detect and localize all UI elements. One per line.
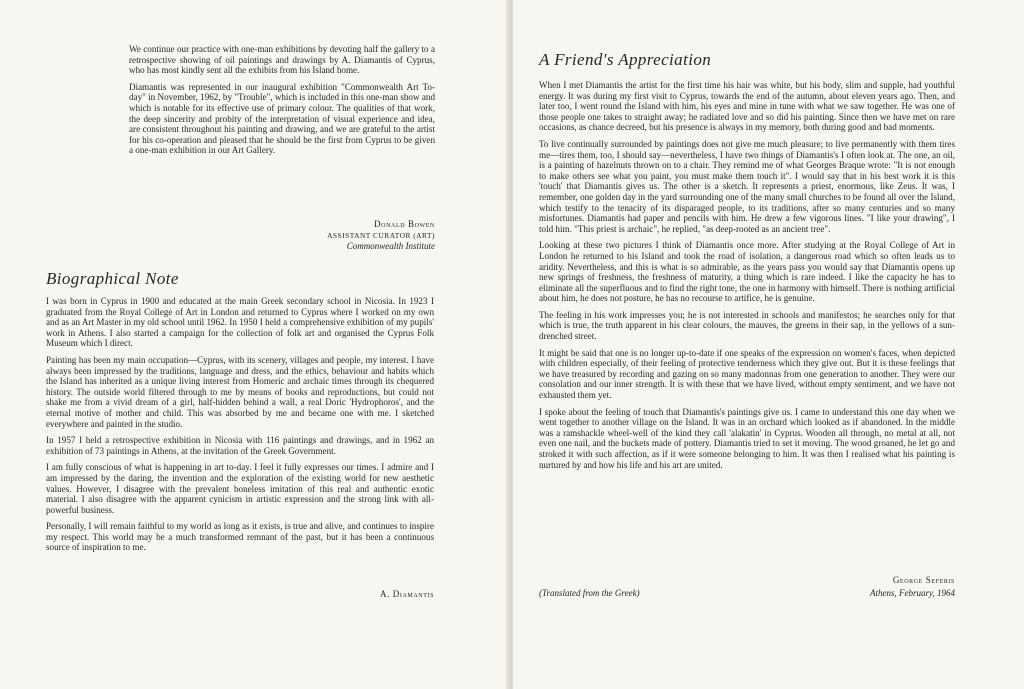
intro-section <box>129 44 435 156</box>
translation-note: (Translated from the Greek) <box>539 588 640 598</box>
appreciation-paragraph-5: It might be said that one is no longer up-to-date if one speaks of the expression on women's faces, when depicted with children especially, of their feeling of protective tenderness which they give out. But it is these feelings that we have treasured by recording and gazing on so many madonnas from one generation to another. They were our consolation and our inner strength. It is with these that we have lived, without empty sentiment, and we have not exhausted them yet. <box>539 347 955 401</box>
appreciation-body <box>539 80 955 470</box>
bio-paragraph-3: In 1957 I held a retrospective exhibition in Nicosia with 116 paintings and drawings, and in 1962 an exhibition of 73 paintings in Athens, at the invitation of the Greek Government. <box>46 435 434 456</box>
right-page <box>513 0 1024 689</box>
friends-appreciation-heading: A Friend's Appreciation <box>539 50 712 69</box>
signature-role-bowen: ASSISTANT CURATOR (ART) <box>327 231 435 240</box>
bio-signature-diamantis: A. Diamantis <box>379 589 434 599</box>
appreciation-paragraph-6: I spoke about the feeling of touch that Diamantis's paintings give us. I came to understand this one day when we went together to another village on the Island. It was in an orchard which looked as if abandoned. In the middle was a ramshackle wheel-well of the kind they call 'alakatin' in Cyprus. Wooden all through, no metal at all, not even one nail, and the buckets made of pottery. Diamantis tried to set it moving. The wood groaned, he let go and stroked it with such affection, as if it were someone belonging to him. It was then I realised what his painting is nurtured by and how his life and his art are united. <box>539 406 955 470</box>
place-date: Athens, February, 1964 <box>870 588 955 598</box>
appreciation-paragraph-4: The feeling in his work impresses you; he is not interested in schools and manifestos; he searches only for that which is true, the truth apparent in his clear colours, the mauves, the greens in their sap, in the yellows of a sun-drenched street. <box>539 309 955 342</box>
intro-signature <box>235 219 435 252</box>
signature-name-bowen: Donald Bowen <box>374 219 435 229</box>
intro-paragraph-2: Diamantis was represented in our inaugural exhibition "Commonwealth Art To-day" in November, 1962, by "Trouble", which is included in this one-man show and which is notable for its effective use of primary colour. The qualities of that work, the deep sincerity and probity of the interpretation of visual experience and idea, are consistent throughout his painting and drawing, and we are grateful to the artist for his co-operation and pleased that he should be the first from Cyprus to be given a one-man exhibition in our Art Gallery. <box>129 81 435 156</box>
biographical-note-body <box>46 296 434 553</box>
bio-paragraph-2: Painting has been my main occupation—Cyprus, with its scenery, villages and people, my interest. I have always been impressed by the traditions, language and dress, and the ethics, behaviour and habits which the Island has inherited as a unique living interest from Homeric and archaic times through its chequered history. The outside world filtered through to me by means of books and reproductions, but could not shake me from a vivid dream of a girl, half-hidden behind a wall, a real Doric 'Hydrophoros', and the eternal motive of mother and child. This was absorbed by me and became one with me. I sketched everywhere and painted in the studio. <box>46 354 434 429</box>
signature-institution: Commonwealth Institute <box>346 241 435 251</box>
appreciation-paragraph-2: To live continually surrounded by paintings does not give me much pleasure; to live permanently with them tires me—tires them, too, I should say—nevertheless, I have two things of Diamantis's I often look at. The one, an oil, is a painting of hazelnuts thrown on to a chair. They remind me of what Georges Braque wrote: "It is not enough to make others see what you paint, you must make them touch it". I would say that in his best work it is this 'touch' that Diamantis gives us. The other is a sketch. It represents a priest, enormous, like Zeus. It was, I remember, one golden day in the yard surrounding one of the many small churches to be found all over the Island, which testify to the tenacity of its disparaged people, to its traditions, after so many centuries and so many misfortunes. Diamantis had paper and pencils with him. He drew a few vigorous lines. "I like your drawing", I told him. "This priest is archaic", he replied, "as deep-rooted as an ancient tree". <box>539 138 955 234</box>
bio-paragraph-1: I was born in Cyprus in 1900 and educated at the main Greek secondary school in Nicosia. In 1923 I graduated from the Royal College of Art in London and returned to Cyprus where I worked on my own and as an Art Master in my old school until 1962. In 1950 I held a comprehensive exhibition of my pupils' work in Athens. I also started a campaign for the collection of folk art and organised the Cyprus Folk Museum which I direct. <box>46 296 434 349</box>
bio-paragraph-4: I am fully conscious of what is happening in art to-day. I feel it fully expresses our times. I admire and I am impressed by the daring, the invention and the exploration of the existing world for new aesthetic values. However, I disagree with the prevalent boneless imitation of this real and authentic exotic material. I also disagree with the apparent cynicism in artistic expression and the strong link with all-powerful business. <box>46 462 434 515</box>
signature-name-seferis: George Seferis <box>892 575 955 585</box>
intro-paragraph-1: We continue our practice with one-man exhibitions by devoting half the gallery to a retrospective showing of oil paintings and drawings by A. Diamantis of Cyprus, who has most kindly sent all the exhibits from his Island home. <box>129 44 435 76</box>
appreciation-paragraph-1: When I met Diamantis the artist for the first time his hair was white, but his body, slim and supple, had youthful energy. It was during my first visit to Cyprus, towards the end of the autumn, about eleven years ago. Then, and later too, I went round the Island with him, his eyes and mine in tune with what we saw together. He was one of those people one takes to straight away; he radiated love and so did his painting. Since then we have met on rare occasions, as chance decreed, but his presence is always in my memory, both during good and bad moments. <box>539 80 955 133</box>
biographical-note-heading: Biographical Note <box>46 269 179 288</box>
appreciation-paragraph-3: Looking at these two pictures I think of Diamantis once more. After studying at the Royal College of Art in London he returned to his Island and took the road of isolation, a dangerous road which so often leads us to aridity. Nevertheless, and this is what is so admirable, as the years pass you would say that Diamantis opens up new springs of freshness, the freshness of maturity, a thing which is rare indeed. I like the capacity he has to eliminate all the superfluous and to find the right tone, the one in harmony with himself. There is nothing artificial about him, he does not posture, he has no recourse to artifice, he is genuine. <box>539 240 955 304</box>
bio-paragraph-5: Personally, I will remain faithful to my world as long as it exists, is true and alive, and continues to inspire my respect. This world may be a much transformed remnant of the past, but it has been a continuous source of inspiration to me. <box>46 521 434 553</box>
left-page <box>0 0 509 689</box>
